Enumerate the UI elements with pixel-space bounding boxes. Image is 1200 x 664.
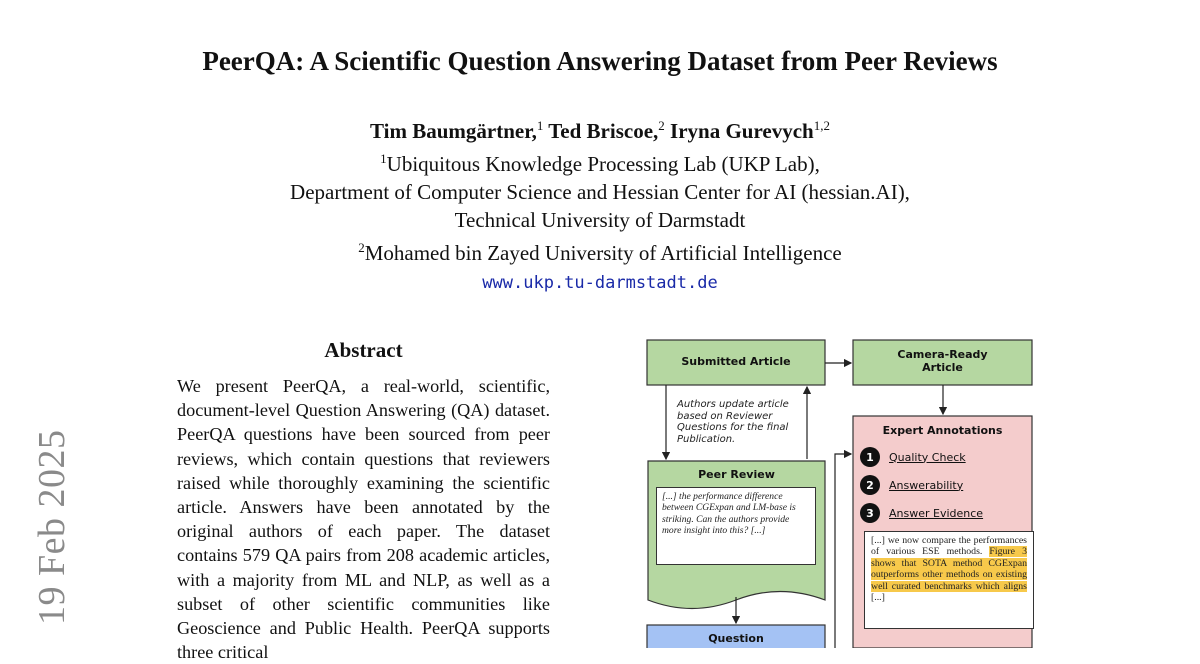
affiliation-line: Department of Computer Science and Hessian Center for AI (hessian.AI), bbox=[290, 180, 910, 204]
step-number-badge: 3 bbox=[860, 503, 880, 523]
answer-evidence-excerpt bbox=[864, 531, 1034, 629]
author-aff-mark: 1,2 bbox=[813, 118, 830, 133]
evidence-highlight: Figure 3 shows that SOTA method CGExpan outperforms other methods on existing well curated benchmarks which aligns bbox=[871, 546, 1027, 592]
author-name: Iryna Gurevych bbox=[670, 119, 814, 143]
affiliation-1 bbox=[0, 145, 1200, 178]
camera-ready-label bbox=[853, 348, 1032, 374]
paper-title: PeerQA: A Scientific Question Answering Dataset from Peer Reviews bbox=[202, 46, 998, 76]
submitted-article-label: Submitted Article bbox=[681, 355, 791, 368]
overview-figure bbox=[640, 335, 1040, 648]
affiliation-line: Technical University of Darmstadt bbox=[454, 208, 746, 232]
affiliation-mark: 1 bbox=[380, 151, 387, 166]
evidence-text: [...] we now compare the performances of various ESE methods. bbox=[871, 535, 1027, 558]
update-note-line: Authors update article bbox=[677, 399, 789, 410]
connector-expert-loop bbox=[835, 454, 851, 648]
step-number-badge: 1 bbox=[860, 447, 880, 467]
expert-item-label: Answerability bbox=[889, 478, 964, 492]
expert-item-quality-check bbox=[860, 447, 966, 467]
evidence-text: [...] bbox=[871, 592, 885, 604]
camera-ready-label-line: Article bbox=[922, 361, 963, 374]
step-number-badge: 2 bbox=[860, 475, 880, 495]
author-name: Tim Baumgärtner, bbox=[370, 119, 537, 143]
author-name: Ted Briscoe, bbox=[548, 119, 659, 143]
peer-review-label: Peer Review bbox=[698, 468, 775, 481]
update-note-line: Questions for the final bbox=[677, 422, 789, 433]
author-aff-mark: 2 bbox=[658, 118, 665, 133]
author-names bbox=[0, 112, 1200, 145]
expert-item-label: Answer Evidence bbox=[889, 506, 984, 520]
abstract-heading: Abstract bbox=[324, 338, 403, 362]
abstract-text: We present PeerQA, a real-world, scientific, document-level Question Answering (QA) dataset. PeerQA questions have been sourced from peer reviews, which contain questions that reviewers raised while thoroughly examining the scientific article. Answers have been annotated by the original authors of each paper. The dataset contains 579 QA pairs from 208 academic articles, with a majority from ML and NLP, as well as a subset of other scientific communities like Geoscience and Public Health. PeerQA supports three critical bbox=[177, 376, 550, 663]
update-note-line: based on Reviewer bbox=[677, 410, 773, 422]
expert-item-answerability bbox=[860, 475, 963, 495]
lab-url-link[interactable]: www.ukp.tu-darmstadt.de bbox=[482, 273, 718, 293]
update-note bbox=[677, 399, 807, 445]
affiliation-2 bbox=[0, 234, 1200, 267]
author-block bbox=[0, 112, 1200, 297]
arxiv-side-date: 19 Feb 2025 bbox=[31, 429, 73, 625]
expert-annotations-label: Expert Annotations bbox=[882, 424, 1003, 437]
expert-item-label: Quality Check bbox=[889, 450, 966, 464]
affiliation-line: Mohamed bin Zayed University of Artificial Intelligence bbox=[364, 241, 842, 265]
update-note-line: Publication. bbox=[677, 433, 736, 445]
question-label: Question bbox=[708, 632, 764, 645]
camera-ready-label-line: Camera-Ready bbox=[897, 348, 988, 361]
expert-item-answer-evidence bbox=[860, 503, 983, 523]
affiliation-line: Ubiquitous Knowledge Processing Lab (UKP Lab), bbox=[386, 152, 820, 176]
review-quote: [...] the performance difference between CGExpan and LM-base is striking. Can the authors provide more insight into this? [...] bbox=[656, 487, 816, 565]
author-aff-mark: 1 bbox=[536, 118, 544, 133]
affiliation-mark: 2 bbox=[358, 240, 365, 255]
